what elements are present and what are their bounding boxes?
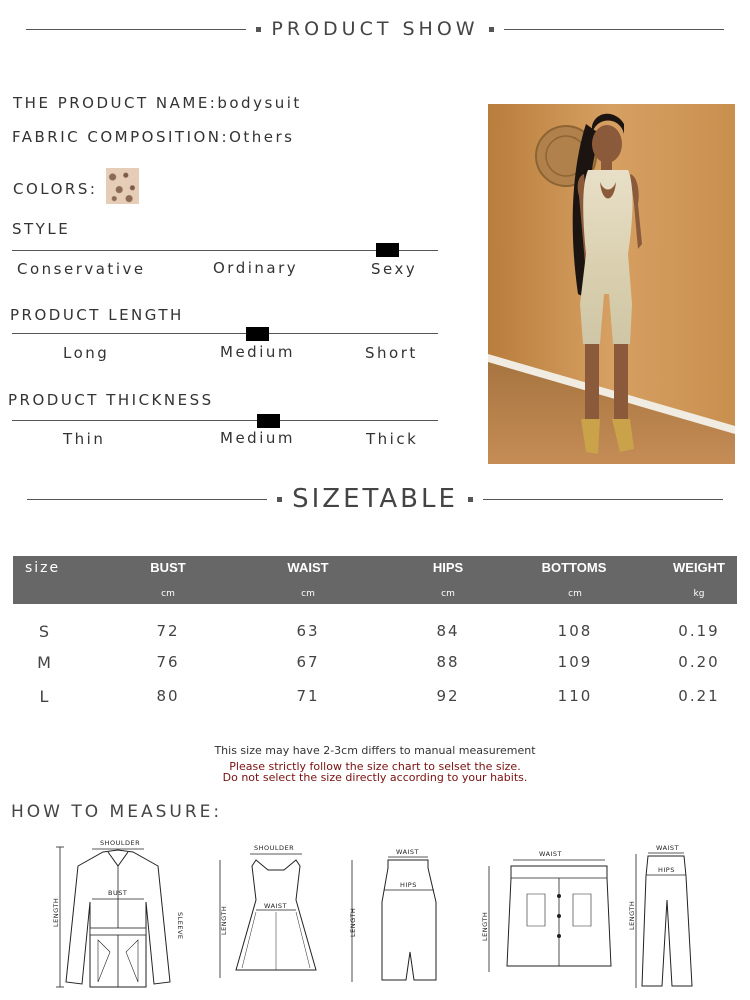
hips-cell: 88 xyxy=(436,653,460,671)
note-follow-chart: Please strictly follow the size chart to selset the size. xyxy=(229,760,521,773)
thickness-label-medium: Medium xyxy=(220,429,295,447)
color-swatch-leopard[interactable] xyxy=(106,168,139,204)
bust-cell: 76 xyxy=(156,653,180,671)
length-marker xyxy=(246,327,269,341)
product-name: THE PRODUCT NAME:bodysuit xyxy=(13,94,302,112)
product-photo xyxy=(488,104,735,464)
size-cell: L xyxy=(39,687,51,706)
hips-header: HIPS xyxy=(432,560,464,575)
waist-label: WAIST xyxy=(539,850,563,858)
sizetable-header xyxy=(0,484,750,514)
thickness-line xyxy=(12,420,438,421)
style-title: STYLE xyxy=(12,220,71,238)
divider xyxy=(504,29,724,30)
style-line xyxy=(12,250,438,251)
hips-label: HIPS xyxy=(658,866,675,874)
product-show-title: PRODUCT SHOW xyxy=(271,18,479,40)
thickness-scale xyxy=(8,391,434,448)
bottoms-cell: 109 xyxy=(557,653,593,671)
note-habits: Do not select the size directly according to your habits. xyxy=(222,771,528,784)
shoulder-label: SHOULDER xyxy=(254,844,295,852)
waist-label: WAIST xyxy=(264,902,288,910)
dress-measure-figure xyxy=(212,840,322,985)
style-label-conservative: Conservative xyxy=(17,260,146,278)
weight-cell: 0.21 xyxy=(678,687,720,705)
bust-cell: 80 xyxy=(156,687,180,705)
bust-header: BUST xyxy=(150,560,186,575)
waist-header: WAIST xyxy=(287,560,329,575)
weight-unit: kg xyxy=(693,589,705,599)
hips-label: HIPS xyxy=(400,881,417,889)
style-label-sexy: Sexy xyxy=(371,260,418,278)
divider xyxy=(26,29,246,30)
divider xyxy=(483,499,723,500)
sizetable-title: SIZETABLE xyxy=(292,484,458,514)
hips-cell: 84 xyxy=(436,622,460,640)
bust-unit: cm xyxy=(161,589,175,599)
thickness-label-thick: Thick xyxy=(366,430,419,448)
length-label: LENGTH xyxy=(220,905,228,935)
length-label-short: Short xyxy=(365,344,418,362)
divider-dot xyxy=(277,497,282,502)
waist-cell: 63 xyxy=(296,622,320,640)
length-label: LENGTH xyxy=(628,900,636,930)
thickness-marker xyxy=(257,414,280,428)
bust-label: BUST xyxy=(108,889,128,897)
size-column-header: size xyxy=(25,560,61,576)
hips-cell: 92 xyxy=(436,687,460,705)
table-row xyxy=(13,687,737,711)
weight-cell: 0.19 xyxy=(678,622,720,640)
size-cell: M xyxy=(37,653,53,672)
length-label-long: Long xyxy=(63,344,110,362)
divider-dot xyxy=(256,27,261,32)
how-to-measure-title: HOW TO MEASURE: xyxy=(11,802,223,822)
product-show-header xyxy=(0,18,750,40)
length-label: LENGTH xyxy=(52,897,60,927)
table-row xyxy=(13,622,737,646)
divider-dot xyxy=(489,27,494,32)
size-table-header xyxy=(13,556,737,604)
waist-cell: 71 xyxy=(296,687,320,705)
shoulder-label: SHOULDER xyxy=(100,839,141,847)
bottoms-unit: cm xyxy=(568,589,582,599)
thickness-title: PRODUCT THICKNESS xyxy=(8,391,214,409)
weight-header: WEIGHT xyxy=(673,560,725,575)
waist-label: WAIST xyxy=(656,844,680,852)
jacket-measure-figure xyxy=(48,832,198,992)
style-label-ordinary: Ordinary xyxy=(213,259,299,277)
waist-cell: 67 xyxy=(296,653,320,671)
weight-cell: 0.20 xyxy=(678,653,720,671)
denim-skirt-measure-figure xyxy=(475,846,615,976)
hips-unit: cm xyxy=(441,589,455,599)
divider-dot xyxy=(468,497,473,502)
length-label: LENGTH xyxy=(481,911,489,941)
size-cell: S xyxy=(38,622,52,641)
length-line xyxy=(12,333,438,334)
style-scale xyxy=(12,220,438,278)
waist-label: WAIST xyxy=(396,848,420,856)
thickness-label-thin: Thin xyxy=(63,430,106,448)
note-measurement: This size may have 2-3cm differs to manual measurement xyxy=(214,744,536,757)
sleeve-label: SLEEVE xyxy=(176,912,184,940)
style-marker xyxy=(376,243,399,257)
length-title: PRODUCT LENGTH xyxy=(10,306,184,324)
length-label-medium: Medium xyxy=(220,343,295,361)
bottoms-cell: 110 xyxy=(557,687,593,705)
length-scale xyxy=(10,306,436,362)
length-label: LENGTH xyxy=(349,907,357,937)
divider xyxy=(27,499,267,500)
fabric-composition: FABRIC COMPOSITION:Others xyxy=(12,128,295,146)
waist-unit: cm xyxy=(301,589,315,599)
table-row xyxy=(13,653,737,677)
skirt-measure-figure xyxy=(340,842,450,987)
pants-measure-figure xyxy=(622,840,722,990)
colors-label: COLORS: xyxy=(13,180,98,198)
bottoms-header: BOTTOMS xyxy=(541,560,607,575)
bottoms-cell: 108 xyxy=(557,622,593,640)
bust-cell: 72 xyxy=(156,622,180,640)
